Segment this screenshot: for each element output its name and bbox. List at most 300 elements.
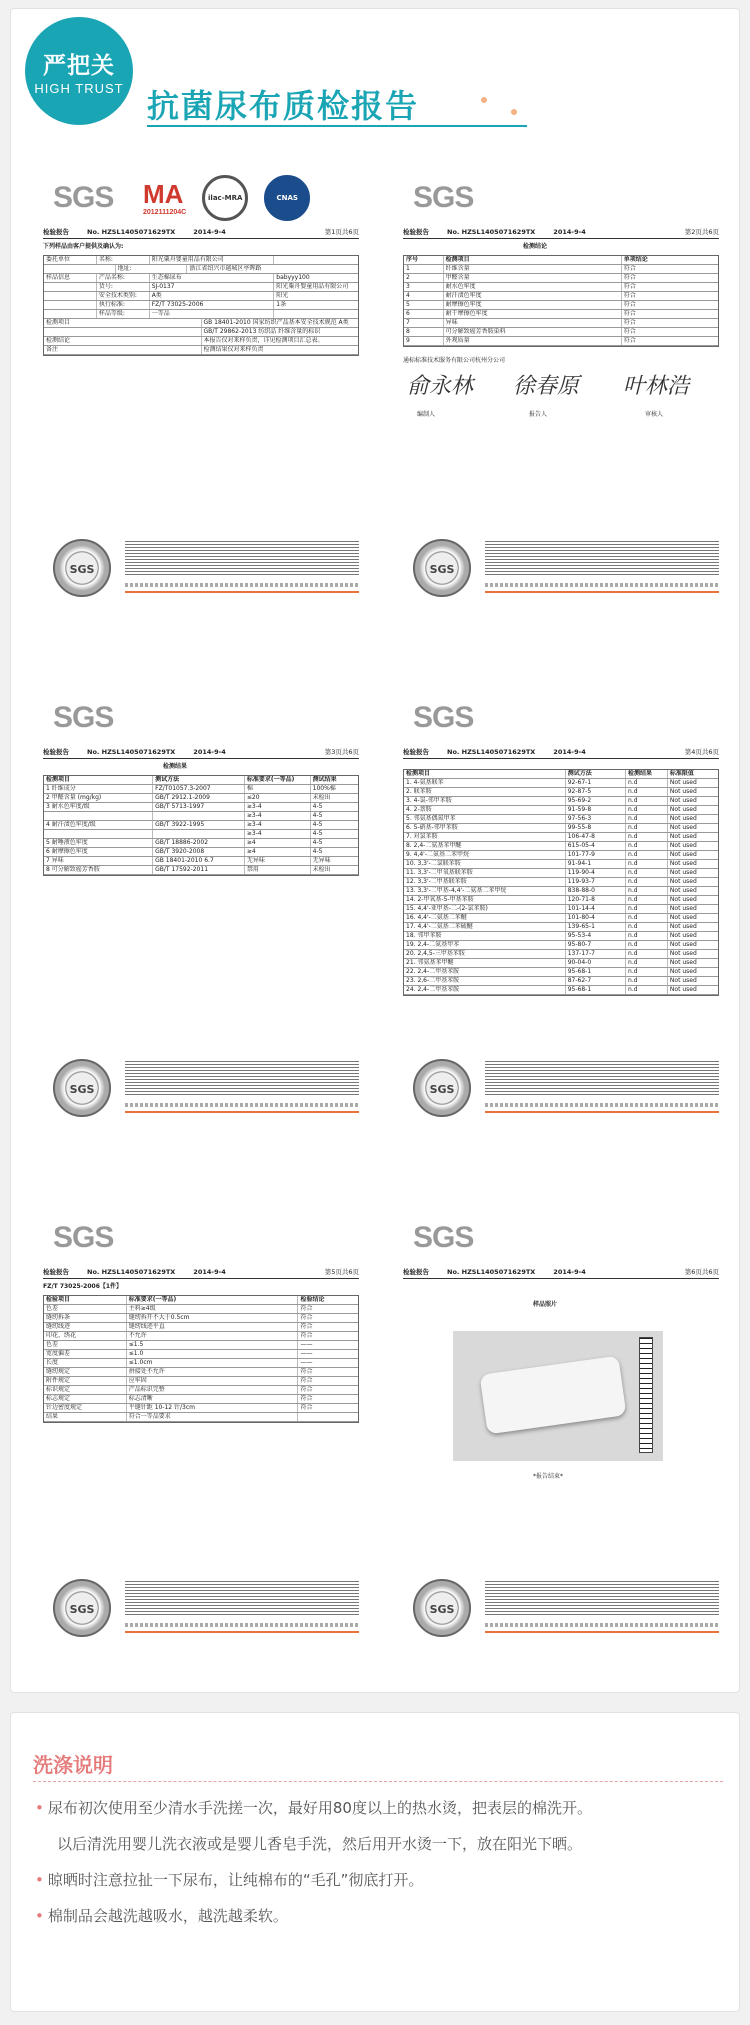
sgs-logo: SGS <box>413 701 474 734</box>
table-cell <box>44 830 153 838</box>
table-cell: Not used <box>669 959 697 966</box>
table-row <box>44 866 358 875</box>
table-cell: 9 <box>404 337 444 345</box>
table-cell: n.d <box>626 896 668 904</box>
table-cell: 87-62-7 <box>566 977 626 985</box>
table-row <box>404 779 718 788</box>
table-cell: 阳光粟舟婴童用品有限公司 <box>150 256 275 264</box>
cnas-logo: CNAS <box>264 175 310 221</box>
table-cell: Not used <box>669 878 697 885</box>
table-cell: 检测项目 <box>44 776 153 784</box>
table-row <box>44 319 358 328</box>
table-cell: 检测项目 <box>404 770 566 778</box>
table-cell: Not used <box>669 914 697 921</box>
bullet-icon: • <box>35 1907 44 1925</box>
table-cell: 2. 联苯胺 <box>404 788 566 796</box>
table-cell: Not used <box>669 779 697 786</box>
table-row <box>44 1296 358 1305</box>
table-cell: 91-94-1 <box>566 860 626 868</box>
table-cell: 90-04-0 <box>566 959 626 967</box>
decor-dot <box>511 109 517 115</box>
table-cell: 检测结论 <box>44 337 202 345</box>
table-cell: 119-93-7 <box>566 878 626 886</box>
table-cell: 3 <box>404 283 444 291</box>
table-cell: 92-67-1 <box>566 779 626 787</box>
table-cell: SJ-0137 <box>150 283 275 291</box>
table-cell: 5 耐唾液色牢度 <box>44 839 153 847</box>
table-row <box>44 1368 358 1377</box>
standard-text: FZ/T 73025-2006【1件】 <box>43 1283 123 1290</box>
table-cell: 95-68-1 <box>566 968 626 976</box>
table-cell: n.d <box>626 905 668 913</box>
conclusion-table <box>403 255 719 347</box>
table-cell: 测试结果 <box>312 776 337 783</box>
table-cell: 18. 邻甲苯胺 <box>404 932 566 940</box>
table-cell: 符合 <box>623 292 636 299</box>
report-page-2 <box>383 161 731 623</box>
table-cell: n.d <box>626 878 668 886</box>
table-cell: 3 耐水色牢度/级 <box>44 803 153 811</box>
table-cell: 6 <box>404 310 444 318</box>
wash-line-4: • 棉制品会越洗越吸水，越洗越柔软。 <box>35 1907 288 1925</box>
table-cell <box>44 310 97 318</box>
table-cell: 95-80-7 <box>566 941 626 949</box>
table-row <box>404 986 718 995</box>
table-cell: 1条 <box>276 301 287 308</box>
table-cell: 4-5 <box>312 830 323 837</box>
table-cell: Not used <box>669 932 697 939</box>
table-cell <box>44 328 202 336</box>
table-row <box>44 301 358 310</box>
wash-line-2: 以后清洗用婴儿洗衣液或是婴儿香皂手洗，然后用开水烫一下，放在阳光下晒。 <box>57 1835 583 1853</box>
table-cell <box>274 310 358 318</box>
table-row <box>44 337 358 346</box>
table-cell: GB 18401-2010 国家纺织产品基本安全技术规范 A类 <box>203 319 349 326</box>
table-cell: 符合 <box>623 310 636 317</box>
table-cell: GB/T 5713-1997 <box>153 803 245 811</box>
table-cell: 22. 2,4-二甲基苯胺 <box>404 968 566 976</box>
table-cell: n.d <box>626 797 668 805</box>
table-row <box>404 959 718 968</box>
table-cell: Not used <box>669 815 697 822</box>
table-cell: n.d <box>626 950 668 958</box>
table-cell <box>44 301 97 309</box>
table-cell: 92-87-5 <box>566 788 626 796</box>
table-cell: 14. 2-甲氧基-5-甲基苯胺 <box>404 896 566 904</box>
table-row <box>44 1395 358 1404</box>
table-row <box>404 274 718 283</box>
table-cell: GB 18401-2010 6.7 <box>153 857 245 865</box>
high-trust-badge <box>25 17 133 125</box>
table-cell: ≤1.0 <box>127 1350 299 1358</box>
wash-title: 洗涤说明 <box>33 1753 113 1777</box>
table-row <box>44 283 358 292</box>
table-row <box>44 292 358 301</box>
table-cell: 无异味 <box>312 857 331 864</box>
table-cell: Not used <box>669 842 697 849</box>
amine-table <box>403 769 719 996</box>
table-cell: 标志规定 <box>44 1395 127 1403</box>
table-row <box>44 1341 358 1350</box>
table-cell: 97-56-3 <box>566 815 626 823</box>
table-cell: GB/T 29862-2013 纺织品 纤维含量的标识 <box>203 328 321 335</box>
table-cell: ≤20 <box>245 794 311 802</box>
table-cell: 符合 <box>623 328 636 335</box>
table-cell: 95-69-2 <box>566 797 626 805</box>
table-cell: n.d <box>626 842 668 850</box>
table-cell: GB/T 2912.1-2009 <box>153 794 245 802</box>
table-cell: 安全技术类别: <box>97 292 150 300</box>
section-title: 样品照片 <box>533 1301 558 1308</box>
table-cell: 地址: <box>116 265 188 273</box>
table-row <box>44 256 358 265</box>
table-cell: 检测结果 <box>626 770 668 778</box>
table-cell: n.d <box>626 869 668 877</box>
table-cell: 宽度偏差 <box>44 1350 127 1358</box>
table-cell: n.d <box>626 788 668 796</box>
table-cell: 序号 <box>404 256 444 264</box>
table-cell: 7 <box>404 319 444 327</box>
table-cell: 色差 <box>44 1341 127 1349</box>
table-cell: 20. 2,4,5-三甲基苯胺 <box>404 950 566 958</box>
appearance-table <box>43 1295 359 1423</box>
table-cell: ≤1.0cm <box>127 1359 299 1367</box>
table-row <box>44 848 358 857</box>
table-cell <box>44 812 153 820</box>
table-cell: 检验结论 <box>300 1296 325 1303</box>
table-row <box>404 977 718 986</box>
ma-logo: MA 2012111204C <box>143 178 187 216</box>
table-cell: 一等品 <box>150 310 275 318</box>
report-page-3 <box>23 681 371 1143</box>
table-cell: n.d <box>626 923 668 931</box>
table-cell: 名称: <box>97 256 150 264</box>
table-cell: 4 耐汗渍色牢度/级 <box>44 821 153 829</box>
table-cell: GB/T 17592-2011 <box>153 866 245 874</box>
table-cell: Not used <box>669 896 697 903</box>
table-cell: n.d <box>626 977 668 985</box>
table-cell: 91-59-8 <box>566 806 626 814</box>
table-row <box>44 1404 358 1413</box>
bullet-icon: • <box>35 1799 44 1817</box>
table-cell: 执行标准: <box>97 301 150 309</box>
table-cell: 未检出 <box>312 866 331 873</box>
table-cell: 139-65-1 <box>566 923 626 931</box>
table-cell: 符合 <box>623 283 636 290</box>
table-cell: 产品名称: <box>97 274 150 282</box>
table-cell: 拼接处不允许 <box>127 1368 299 1376</box>
table-cell: Not used <box>669 788 697 795</box>
table-cell: 耐水色牢度 <box>444 283 622 291</box>
sample-info-table <box>43 255 359 356</box>
table-cell <box>153 812 245 820</box>
table-cell: 检测项目 <box>44 319 202 327</box>
table-row <box>404 319 718 328</box>
table-cell: 4-5 <box>312 803 323 810</box>
table-cell: 针边密度规定 <box>44 1404 127 1412</box>
table-row <box>44 1332 358 1341</box>
table-cell: Not used <box>669 887 697 894</box>
table-row <box>44 830 358 839</box>
table-cell: 615-05-4 <box>566 842 626 850</box>
table-cell: n.d <box>626 914 668 922</box>
table-row <box>404 950 718 959</box>
sgs-logo: SGS <box>53 701 114 734</box>
table-cell: Not used <box>669 824 697 831</box>
table-cell: 3. 4-氯-邻甲苯胺 <box>404 797 566 805</box>
table-cell: 4-5 <box>312 821 323 828</box>
table-cell: FZ/T01057.3-2007 <box>153 785 245 793</box>
table-cell: 检验项目 <box>44 1296 127 1304</box>
report-header: 检验报告 No. HZSL1405071629TX 2014-9-4 第1页共6页 <box>43 227 359 239</box>
table-row <box>404 815 718 824</box>
table-cell: GB/T 3920-2008 <box>153 848 245 856</box>
signature: 徐春原 <box>513 374 580 399</box>
table-cell: 7 异味 <box>44 857 153 865</box>
table-cell: 符合 <box>623 319 636 326</box>
table-cell: 8 可分解致癌芳香胺 <box>44 866 153 874</box>
table-cell: 101-77-9 <box>566 851 626 859</box>
table-cell: 符合 <box>623 265 636 272</box>
table-cell: 本报告仅对来样负责，详见检测项目汇总表。 <box>203 337 324 344</box>
table-cell: 4-5 <box>312 812 323 819</box>
table-cell: Not used <box>669 806 697 813</box>
table-cell: 测试方法 <box>566 770 626 778</box>
table-cell: 7. 对氯苯胺 <box>404 833 566 841</box>
intro-text: 下列样品由客户提供及确认为: <box>43 243 124 250</box>
table-cell: ≥3-4 <box>245 821 311 829</box>
table-cell: n.d <box>626 959 668 967</box>
table-cell: 2 <box>404 274 444 282</box>
report-page-6 <box>383 1201 731 1663</box>
table-cell: 6. 5-硝基-邻甲苯胺 <box>404 824 566 832</box>
table-cell: 9. 4,4'-二氨基二苯甲烷 <box>404 851 566 859</box>
table-cell: ≥3-4 <box>245 830 311 838</box>
table-cell: —— <box>300 1341 313 1348</box>
table-row <box>404 833 718 842</box>
table-row <box>404 851 718 860</box>
ilac-mra-logo: ilac-MRA <box>202 175 248 221</box>
table-cell: 缝纫线迹平直 <box>127 1323 299 1331</box>
report-page-5 <box>23 1201 371 1663</box>
table-cell: 禁用 <box>245 866 311 874</box>
table-row <box>404 337 718 346</box>
table-row <box>404 923 718 932</box>
section-title: 检测结果 <box>163 763 188 770</box>
table-cell: 产品标识完整 <box>127 1386 299 1394</box>
report-page-4 <box>383 681 731 1143</box>
table-cell <box>44 292 97 300</box>
report-footer: SGS <box>43 533 359 613</box>
table-cell: 21. 邻氨基苯甲醚 <box>404 959 566 967</box>
table-row <box>44 1350 358 1359</box>
wash-line-3: • 晾晒时注意拉扯一下尿布，让纯棉布的“毛孔”彻底打开。 <box>35 1871 424 1889</box>
table-cell: 外观质量 <box>444 337 622 345</box>
table-cell <box>298 1413 358 1421</box>
table-cell: 色差 <box>44 1305 127 1313</box>
table-cell: n.d <box>626 815 668 823</box>
signer-role: 编制人 <box>417 411 436 418</box>
sgs-logo: SGS <box>53 1221 114 1254</box>
table-cell: Not used <box>669 833 697 840</box>
table-cell: 符合 <box>300 1368 313 1375</box>
table-cell: 可分解致癌芳香胺染料 <box>444 328 622 336</box>
table-row <box>404 806 718 815</box>
table-cell: 95-68-1 <box>566 986 626 994</box>
report-header: 检验报告 No. HZSL1405071629TX 2014-9-4 第5页共6页 <box>43 1267 359 1279</box>
table-cell: Not used <box>669 905 697 912</box>
table-cell: n.d <box>626 860 668 868</box>
table-row <box>404 896 718 905</box>
table-row <box>404 797 718 806</box>
table-cell: GB/T 3922-1995 <box>153 821 245 829</box>
table-row <box>44 839 358 848</box>
signer-role: 报告人 <box>529 411 548 418</box>
bullet-icon: • <box>35 1871 44 1889</box>
table-row <box>404 770 718 779</box>
title-underline <box>147 125 527 127</box>
table-cell: 2 甲醛含量 (mg/kg) <box>44 794 153 802</box>
table-cell: n.d <box>626 824 668 832</box>
table-row <box>44 1323 358 1332</box>
table-cell: 符合 <box>300 1314 313 1321</box>
table-cell: Not used <box>669 869 697 876</box>
table-cell: 缝纫拆开不大于0.5cm <box>127 1314 299 1322</box>
table-cell: 标准要求(一等品) <box>127 1296 299 1304</box>
table-row <box>404 905 718 914</box>
table-cell: 符合一等品要求 <box>127 1413 299 1421</box>
report-panel <box>10 8 740 1693</box>
table-row <box>404 941 718 950</box>
table-cell: 101-14-4 <box>566 905 626 913</box>
table-cell: 4-5 <box>312 839 323 846</box>
table-cell: 16. 4,4'-二氨基二苯醚 <box>404 914 566 922</box>
table-cell: 24. 2,4-二甲基苯胺 <box>404 986 566 994</box>
table-row <box>44 857 358 866</box>
table-cell: 异味 <box>444 319 622 327</box>
signature: 俞永林 <box>407 374 474 399</box>
table-cell: Not used <box>669 860 697 867</box>
table-row <box>44 812 358 821</box>
table-row <box>44 803 358 812</box>
table-cell: 符合 <box>300 1305 313 1312</box>
table-cell: 838-88-0 <box>566 887 626 895</box>
table-cell: ≥4 <box>245 839 311 847</box>
table-cell: 阳光 <box>276 292 289 299</box>
report-footer: SGS <box>43 1053 359 1133</box>
table-cell: 棉 <box>245 785 311 793</box>
table-row <box>404 265 718 274</box>
table-cell: 检测项目 <box>444 256 622 264</box>
table-row <box>404 878 718 887</box>
ruler-icon <box>639 1337 653 1453</box>
table-cell: 13. 3,3'-二甲基-4,4'-二氨基二苯甲烷 <box>404 887 566 895</box>
table-cell: 缝纫拆条 <box>44 1314 127 1322</box>
table-cell: 1 <box>404 265 444 273</box>
table-cell: Not used <box>669 986 697 993</box>
section-title: 检测结论 <box>523 243 548 250</box>
table-cell: Not used <box>669 941 697 948</box>
table-cell <box>274 256 358 264</box>
table-cell: 缝纫规定 <box>44 1368 127 1376</box>
table-cell: 标识规定 <box>44 1386 127 1394</box>
table-cell: Not used <box>669 923 697 930</box>
report-footer: SGS <box>43 1573 359 1653</box>
table-cell: 137-17-7 <box>566 950 626 958</box>
table-cell: 缝纫线迹 <box>44 1323 127 1331</box>
table-cell: 主料≥4级 <box>127 1305 299 1313</box>
report-header: 检验报告 No. HZSL1405071629TX 2014-9-4 第3页共6页 <box>43 747 359 759</box>
table-cell: n.d <box>626 968 668 976</box>
table-cell: 99-55-8 <box>566 824 626 832</box>
table-cell: 无异味 <box>245 857 311 865</box>
table-cell: Not used <box>669 977 697 984</box>
table-cell: 17. 4,4'-二氨基二苯硫醚 <box>404 923 566 931</box>
table-row <box>404 914 718 923</box>
table-cell: 平缝针距 10-12 针/3cm <box>127 1404 299 1412</box>
table-cell: ≥4 <box>245 848 311 856</box>
table-cell: 119-90-4 <box>566 869 626 877</box>
table-row <box>404 842 718 851</box>
wash-instructions-panel <box>10 1712 740 2012</box>
table-row <box>44 1359 358 1368</box>
table-cell: 单项结论 <box>623 256 648 263</box>
table-cell: 符合 <box>300 1377 313 1384</box>
table-row <box>404 788 718 797</box>
table-cell: 符合 <box>300 1386 313 1393</box>
dashed-divider <box>33 1781 723 1782</box>
signature: 叶林浩 <box>623 374 690 399</box>
table-cell: ≤1.5 <box>127 1341 299 1349</box>
cert-logos <box>143 175 310 221</box>
table-row <box>44 310 358 319</box>
table-cell: n.d <box>626 887 668 895</box>
table-cell: 1 纤维成分 <box>44 785 153 793</box>
signer-role: 审核人 <box>645 411 664 418</box>
table-row <box>404 869 718 878</box>
table-cell: 符合 <box>623 274 636 281</box>
table-row <box>404 292 718 301</box>
table-row <box>44 1377 358 1386</box>
table-cell: GB/T 18886-2002 <box>153 839 245 847</box>
table-cell: 应牢固 <box>127 1377 299 1385</box>
badge-cn-text: 严把关 <box>43 53 115 79</box>
report-footer: SGS <box>403 1053 719 1133</box>
report-footer: SGS <box>403 533 719 613</box>
table-cell: 未检出 <box>312 794 331 801</box>
table-cell: A类 <box>150 292 275 300</box>
table-cell: n.d <box>626 806 668 814</box>
table-cell: 耐摩擦色牢度 <box>444 301 622 309</box>
sgs-logo: SGS <box>53 181 114 214</box>
table-row <box>44 794 358 803</box>
table-cell: 测试方法 <box>153 776 245 784</box>
table-cell: 附件规定 <box>44 1377 127 1385</box>
table-cell <box>44 265 116 273</box>
table-row <box>404 310 718 319</box>
table-row <box>44 785 358 794</box>
table-cell: ≥3-4 <box>245 803 311 811</box>
report-footer: SGS <box>403 1573 719 1653</box>
table-cell: 5. 邻氨基偶氮甲苯 <box>404 815 566 823</box>
table-cell: ≥3-4 <box>245 812 311 820</box>
table-row <box>44 346 358 355</box>
table-cell: n.d <box>626 833 668 841</box>
table-cell: 印花、绣花 <box>44 1332 127 1340</box>
table-cell: 12. 3,3'-二甲基联苯胺 <box>404 878 566 886</box>
table-cell: 货号: <box>97 283 150 291</box>
table-cell: 4-5 <box>312 848 323 855</box>
